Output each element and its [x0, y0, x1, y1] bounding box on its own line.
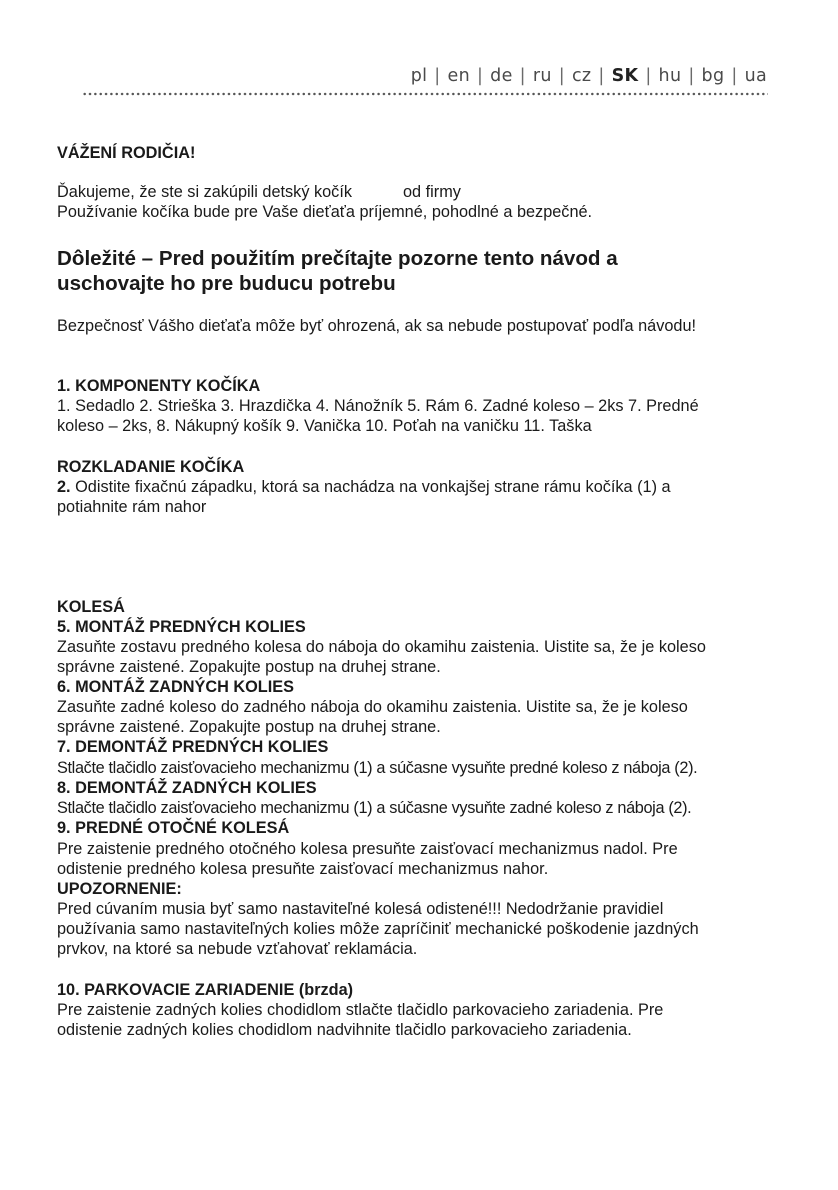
section-8-heading: 8. DEMONTÁŽ ZADNÝCH KOLIES — [57, 779, 317, 797]
separator: | — [598, 66, 605, 86]
separator: | — [688, 66, 695, 86]
language-nav — [411, 66, 767, 86]
section-6-line-1: Zasuňte zadné koleso do zadného náboja do okamihu zaistenia. Uistite sa, že je koleso — [57, 698, 688, 716]
lang-link-de[interactable]: de — [490, 66, 513, 86]
intro-text-b: od firmy — [403, 183, 461, 201]
separator: | — [731, 66, 738, 86]
unfolding-line-2: potiahnite rám nahor — [57, 498, 207, 516]
section-6-line-2: správne zaistené. Zopakujte postup na druhej strane. — [57, 718, 441, 736]
intro-line-2: Používanie kočíka bude pre Vaše dieťaťa príjemné, pohodlné a bezpečné. — [57, 203, 593, 221]
lang-link-bg[interactable]: bg — [701, 66, 725, 86]
section-7-heading: 7. DEMONTÁŽ PREDNÝCH KOLIES — [57, 738, 329, 756]
section-8-line-1: Stlačte tlačidlo zaisťovacieho mechanizmu (1) a súčasne vysuňte zadné koleso z náboja (2). — [57, 799, 692, 817]
step-number: 2. — [57, 478, 71, 496]
section-5-line-2: správne zaistené. Zopakujte postup na druhej strane. — [57, 658, 441, 676]
lang-link-pl[interactable]: pl — [410, 66, 428, 86]
section-7-line-1: Stlačte tlačidlo zaisťovacieho mechanizmu (1) a súčasne vysuňte predné koleso z náboja (2). — [57, 759, 698, 777]
lang-link-en[interactable]: en — [447, 66, 470, 86]
lang-link-hu[interactable]: hu — [658, 66, 682, 86]
parking-heading: 10. PARKOVACIE ZARIADENIE (brzda) — [57, 981, 354, 999]
section-6-heading: 6. MONTÁŽ ZADNÝCH KOLIES — [57, 678, 294, 696]
components-line-2: koleso – 2ks, 8. Nákupný košík 9. Vanička 10. Poťah na vaničku 11. Taška — [57, 417, 592, 435]
components-line-1: 1. Sedadlo 2. Strieška 3. Hrazdička 4. Nánožník 5. Rám 6. Zadné koleso – 2ks 7. Predné — [57, 397, 699, 415]
warning-line-1: Pred cúvaním musia byť samo nastaviteľné kolesá odistené!!! Nedodržanie pravidiel — [57, 900, 664, 918]
intro-line-1 — [57, 182, 461, 202]
important-title-line-2: uschovajte ho pre buducu potrebu — [57, 272, 396, 295]
important-title-line-1: Dôležité – Pred použitím prečítajte pozorne tento návod a — [57, 247, 618, 270]
separator: | — [558, 66, 565, 86]
warning-line-3: prvkov, na ktoré sa nebude vzťahovať reklamácia. — [57, 940, 418, 958]
intro-text-a: Ďakujeme, že ste si zakúpili detský kočík — [57, 183, 352, 201]
dotted-divider — [82, 92, 768, 96]
separator: | — [476, 66, 484, 86]
section-9-line-2: odistenie predného kolesa presuňte zaisťovací mechanizmus nahor. — [57, 860, 549, 878]
warning-line-2: používania samo nastaviteľných kolies môže zapríčiniť mechanické poškodenie jazdných — [57, 920, 699, 938]
parking-line-2: odistenie zadných kolies chodidlom nadvihnite tlačidlo parkovacieho zariadenia. — [57, 1021, 632, 1039]
lang-link-sk-active[interactable]: SK — [611, 66, 639, 86]
unfolding-text: Odistite fixačnú západku, ktorá sa nachádza na vonkajšej strane rámu kočíka (1) a — [75, 478, 671, 496]
separator: | — [519, 66, 526, 86]
lang-link-cz[interactable]: cz — [571, 66, 592, 86]
unfolding-line-1 — [57, 477, 671, 497]
separator: | — [645, 66, 652, 86]
components-heading: 1. KOMPONENTY KOČÍKA — [57, 377, 261, 395]
section-9-line-1: Pre zaistenie predného otočného kolesa presuňte zaisťovací mechanizmus nadol. Pre — [57, 840, 678, 858]
parking-line-1: Pre zaistenie zadných kolies chodidlom stlačte tlačidlo parkovacieho zariadenia. Pre — [57, 1001, 664, 1019]
safety-note: Bezpečnosť Vášho dieťaťa môže byť ohrozená, ak sa nebude postupovať podľa návodu! — [57, 317, 697, 335]
separator: | — [434, 66, 441, 86]
section-9-heading: 9. PREDNÉ OTOČNÉ KOLESÁ — [57, 819, 290, 837]
section-5-heading: 5. MONTÁŽ PREDNÝCH KOLIES — [57, 618, 306, 636]
section-5-line-1: Zasuňte zostavu predného kolesa do náboja do okamihu zaistenia. Uistite sa, že je koleso — [57, 638, 706, 656]
unfolding-heading: ROZKLADANIE KOČÍKA — [57, 458, 245, 476]
wheels-heading: KOLESÁ — [57, 598, 125, 616]
lang-link-ru[interactable]: ru — [532, 66, 552, 86]
greeting-heading: VÁŽENÍ RODIČIA! — [57, 144, 196, 162]
lang-link-ua[interactable]: ua — [744, 66, 767, 86]
warning-heading: UPOZORNENIE: — [57, 880, 182, 898]
